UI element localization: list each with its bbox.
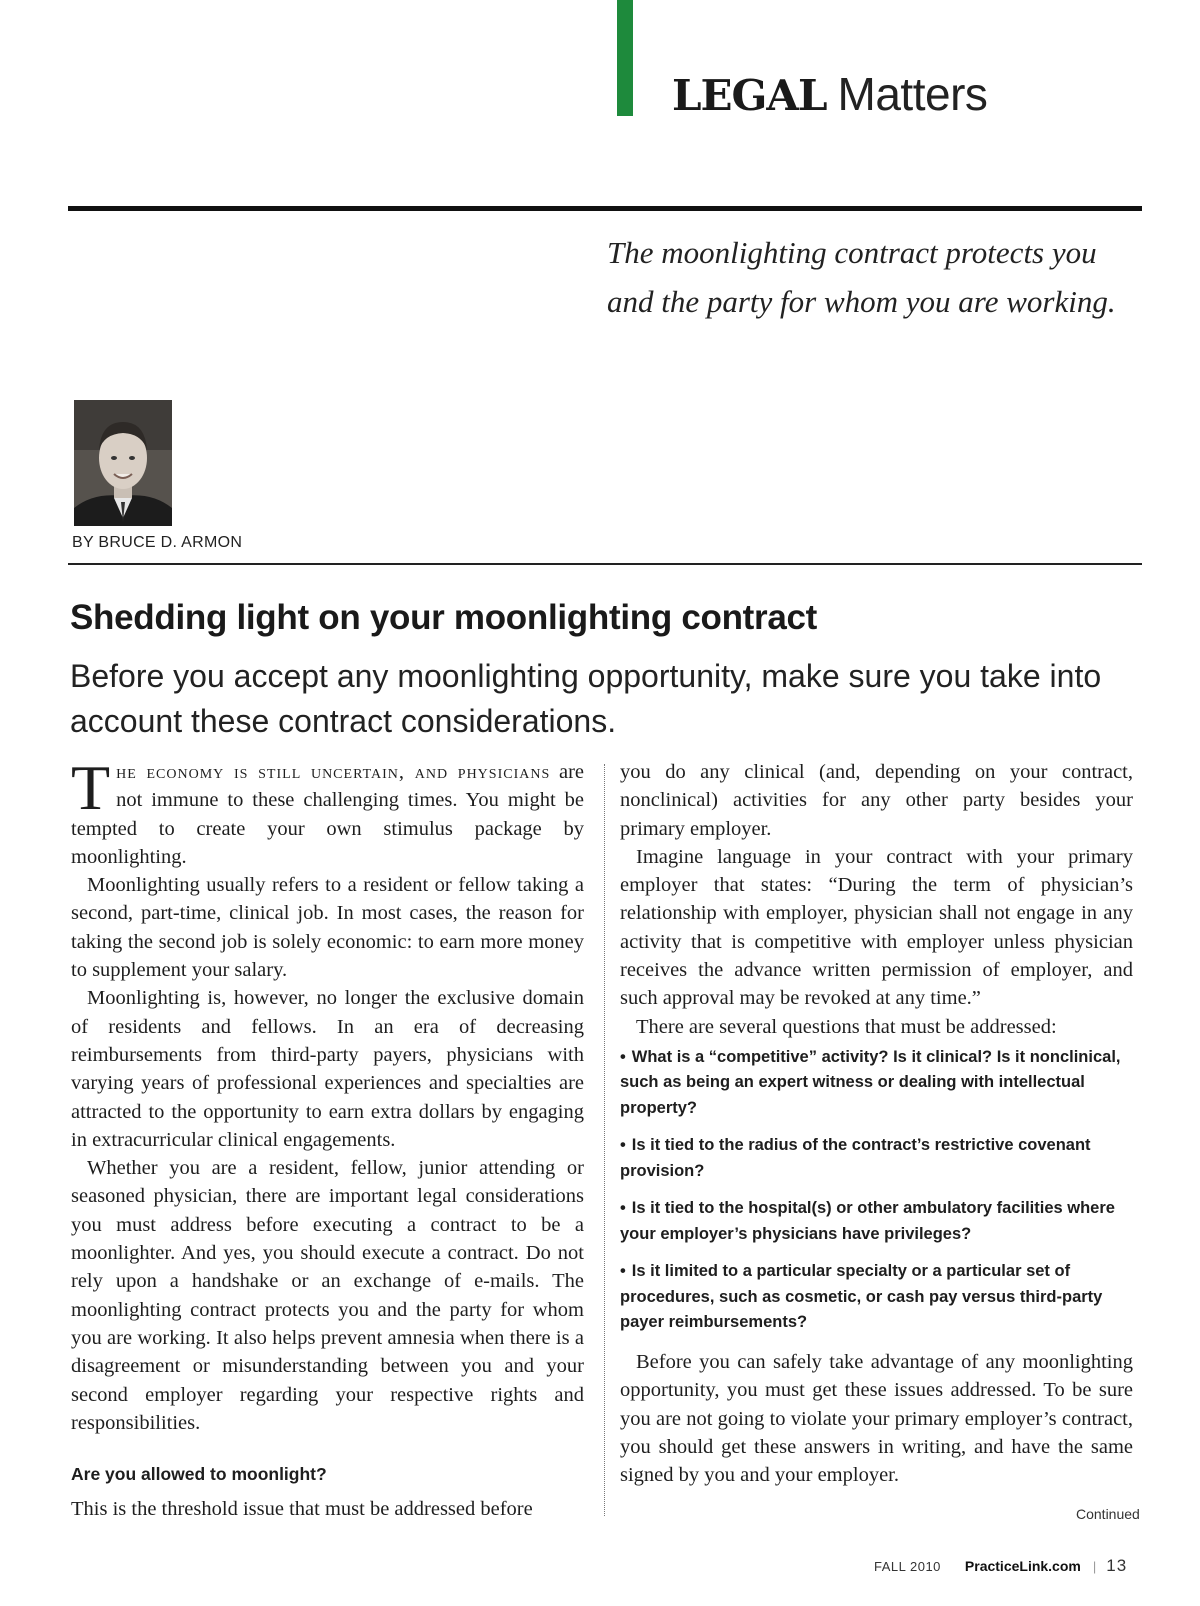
list-item: • Is it limited to a particular specialty or a particular set of procedures, such as cosmetic, or cash pay versus third-party payer reimbursements? xyxy=(620,1262,1103,1332)
paragraph: Moonlighting is, however, no longer the exclusive domain of residents and fellows. In an era of decreasing reimbursements from third-party payers, physicians with varying years of professional experiences and specialties are attracted to the opportunity to earn extra dollars by engaging in extracurricular clinical engagements. xyxy=(71,987,584,1151)
continued-label: Continued xyxy=(1076,1506,1140,1522)
list-item: • Is it tied to the hospital(s) or other ambulatory facilities where your employer’s physicians have privileges? xyxy=(620,1199,1115,1243)
paragraph: Whether you are a resident, fellow, junior attending or seasoned physician, there are important legal considerations you must address before executing a contract to be a moonlighter. And yes, you should execute a contract. Do not rely upon a handshake or an exchange of e-mails. The moonlighting contract protects you and the party for whom you are working. It also helps prevent amnesia when there is a disagreement or misunderstanding between you and your second employer regarding your respective rights and responsibilities. xyxy=(71,1157,584,1434)
list-item: • Is it tied to the radius of the contract’s restrictive covenant provision? xyxy=(620,1136,1091,1180)
bullet-icon: • xyxy=(620,1199,626,1218)
paragraph: you do any clinical (and, depending on your contract, nonclinical) activities for any other party besides your primary employer. xyxy=(620,761,1133,840)
issue-label: FALL 2010 xyxy=(874,1559,941,1574)
drop-cap: T xyxy=(71,752,111,823)
subhead: Are you allowed to moonlight? xyxy=(71,1464,327,1485)
website-link[interactable]: PracticeLink.com xyxy=(964,1558,1081,1574)
section-title-bold: LEGAL xyxy=(672,71,827,120)
deck: Before you accept any moonlighting opportunity, make sure you take into account these contract considerations. xyxy=(70,658,1102,739)
paragraph xyxy=(71,752,584,871)
paragraph-text: are not immune to these challenging times. You might be tempted to create your own stimulus package by moonlighting. xyxy=(71,761,584,868)
section-title xyxy=(672,64,987,126)
section-accent-bar xyxy=(617,0,633,116)
paragraph: Moonlighting usually refers to a resident or fellow taking a second, part-time, clinical job. In most cases, the reason for taking the second job is solely economic: to earn more money to supplement your salary. xyxy=(71,874,584,982)
pull-quote xyxy=(607,228,1147,326)
byline: BY BRUCE D. ARMON xyxy=(72,534,243,551)
byline-rule xyxy=(68,563,1142,565)
paragraph: This is the threshold issue that must be addressed before xyxy=(71,1498,533,1521)
footer-separator: | xyxy=(1092,1559,1097,1574)
pull-quote-line: and the party for whom you are working. xyxy=(607,284,1116,319)
section-title-light: Matters xyxy=(837,68,988,120)
author-photo xyxy=(74,400,172,526)
paragraph: Imagine language in your contract with your primary employer that states: “During the term of physician’s relationship with employer, physician shall not engage in any activity that is competitive with employer unless physician receives the advance written permission of employer, and such approval may be revoked at any time.” xyxy=(620,845,1133,1010)
bullet-icon: • xyxy=(620,1262,626,1281)
top-rule xyxy=(68,206,1142,211)
bullet-icon: • xyxy=(620,1047,626,1066)
column-divider xyxy=(604,764,605,1516)
article-column-left xyxy=(71,752,584,1523)
pull-quote-line: The moonlighting contract protects you xyxy=(607,235,1097,270)
page-footer xyxy=(874,1556,1127,1576)
bullet-icon: • xyxy=(620,1136,626,1155)
paragraph: There are several questions that must be addressed: xyxy=(636,1015,1057,1038)
article-column-right xyxy=(620,758,1133,1489)
lead-in: he economy is still uncertain, and physicians xyxy=(116,761,551,783)
headline: Shedding light on your moonlighting contract xyxy=(70,598,818,637)
page-number: 13 xyxy=(1106,1556,1128,1575)
list-item: • What is a “competitive” activity? Is it clinical? Is it nonclinical, such as being an expert witness or dealing with intellectual property? xyxy=(620,1047,1121,1117)
question-list xyxy=(620,1045,1133,1336)
paragraph: Before you can safely take advantage of any moonlighting opportunity, you must get these issues addressed. To be sure you are not going to violate your primary employer’s contract, you should get these answers in writing, and have the same signed by you and your employer. xyxy=(620,1350,1133,1487)
